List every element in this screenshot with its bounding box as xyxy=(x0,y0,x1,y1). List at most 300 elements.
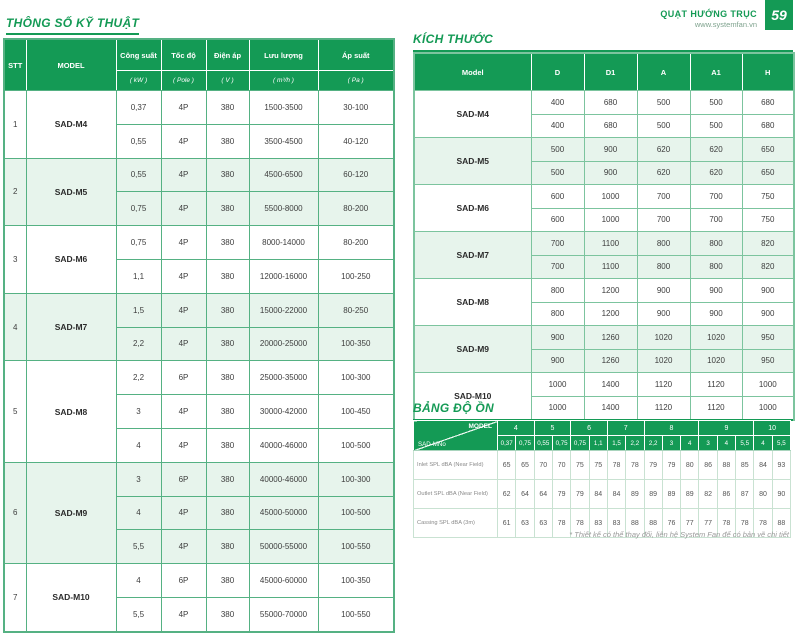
noise-model-group: 6 xyxy=(571,421,608,436)
specs-row xyxy=(4,158,394,192)
specs-value-cell: 100-550 xyxy=(318,530,394,564)
specs-row xyxy=(4,564,394,598)
specs-value-cell: 380 xyxy=(206,530,249,564)
dims-row xyxy=(414,279,794,303)
noise-value-cell: 84 xyxy=(607,480,625,509)
specs-value-cell: 12000-16000 xyxy=(249,259,318,293)
noise-model-group: 8 xyxy=(644,421,699,436)
noise-value-cell: 83 xyxy=(607,509,625,538)
noise-value-cell: 88 xyxy=(717,451,735,480)
noise-value-cell: 82 xyxy=(699,480,717,509)
specs-value-cell: 45000-50000 xyxy=(249,496,318,530)
noise-value-cell: 90 xyxy=(772,480,790,509)
specs-value-cell: 2,2 xyxy=(116,327,161,361)
corner-sadmno-label: SAD-MNo xyxy=(418,441,446,448)
specs-value-cell: 50000-55000 xyxy=(249,530,318,564)
dims-value-cell: 1200 xyxy=(584,279,637,303)
specs-row xyxy=(4,361,394,395)
noise-value-cell: 93 xyxy=(772,451,790,480)
dims-value-cell: 750 xyxy=(742,185,794,209)
corner-model-label: MODEL xyxy=(468,423,492,430)
dims-value-cell: 1020 xyxy=(637,349,690,373)
noise-value-cell: 87 xyxy=(736,480,754,509)
dims-value-cell: 1200 xyxy=(584,302,637,326)
dims-header-row xyxy=(414,53,794,91)
dims-value-cell: 650 xyxy=(742,138,794,162)
dims-value-cell: 1260 xyxy=(584,326,637,350)
dims-value-cell: 680 xyxy=(584,114,637,138)
specs-value-cell: 55000-70000 xyxy=(249,597,318,631)
noise-power-cell: 1,5 xyxy=(607,436,625,451)
noise-power-cell: 3 xyxy=(662,436,680,451)
dims-value-cell: 500 xyxy=(531,161,584,185)
noise-value-cell: 63 xyxy=(516,509,534,538)
specs-header-unit: ( m³/h ) xyxy=(249,71,318,91)
specs-value-cell: 380 xyxy=(206,226,249,260)
specs-value-cell: 60-120 xyxy=(318,158,394,192)
dims-value-cell: 620 xyxy=(637,161,690,185)
dims-header-cell: A1 xyxy=(690,53,742,91)
dims-value-cell: 900 xyxy=(690,279,742,303)
specs-value-cell: 5500-8000 xyxy=(249,192,318,226)
noise-row xyxy=(414,480,791,509)
noise-power-cell: 4 xyxy=(681,436,699,451)
specs-value-cell: 4P xyxy=(161,327,206,361)
specs-header-unit: ( Pa ) xyxy=(318,71,394,91)
noise-power-cell: 4 xyxy=(754,436,772,451)
dims-value-cell: 400 xyxy=(531,114,584,138)
specs-header-label: Công suất xyxy=(116,39,161,71)
dims-value-cell: 1000 xyxy=(584,185,637,209)
specs-value-cell: 100-250 xyxy=(318,259,394,293)
dims-model-cell: SAD-M5 xyxy=(414,138,531,185)
specs-value-cell: 0,75 xyxy=(116,192,161,226)
specs-value-cell: 80-200 xyxy=(318,192,394,226)
specs-value-cell: 0,75 xyxy=(116,226,161,260)
specs-value-cell: 4P xyxy=(161,530,206,564)
dims-value-cell: 900 xyxy=(742,302,794,326)
specs-value-cell: 5,5 xyxy=(116,597,161,631)
specs-value-cell: 380 xyxy=(206,158,249,192)
specs-value-cell: 6P xyxy=(161,462,206,496)
dims-value-cell: 700 xyxy=(637,208,690,232)
specs-value-cell: 6P xyxy=(161,361,206,395)
specs-value-cell: 100-300 xyxy=(318,462,394,496)
specs-value-cell: 80-200 xyxy=(318,226,394,260)
specs-header-label: Tốc độ xyxy=(161,39,206,71)
specs-value-cell: 4P xyxy=(161,395,206,429)
dims-value-cell: 1100 xyxy=(584,255,637,279)
dims-value-cell: 700 xyxy=(531,255,584,279)
noise-value-cell: 78 xyxy=(626,451,644,480)
dims-value-cell: 1400 xyxy=(584,373,637,397)
specs-stt-cell: 3 xyxy=(4,226,26,294)
specs-value-cell: 100-350 xyxy=(318,564,394,598)
noise-value-cell: 84 xyxy=(589,480,607,509)
specs-value-cell: 100-300 xyxy=(318,361,394,395)
specs-value-cell: 30000-42000 xyxy=(249,395,318,429)
specs-value-cell: 4500-6500 xyxy=(249,158,318,192)
dims-value-cell: 620 xyxy=(690,138,742,162)
dims-value-cell: 620 xyxy=(690,161,742,185)
noise-value-cell: 85 xyxy=(736,451,754,480)
noise-value-cell: 79 xyxy=(571,480,589,509)
specs-model-cell: SAD-M7 xyxy=(26,293,116,361)
specs-value-cell: 1500-3500 xyxy=(249,91,318,125)
dims-value-cell: 900 xyxy=(584,138,637,162)
dims-value-cell: 1000 xyxy=(531,373,584,397)
dimensions-table xyxy=(413,52,795,421)
specs-value-cell: 4 xyxy=(116,496,161,530)
specs-row xyxy=(4,91,394,125)
dims-value-cell: 900 xyxy=(584,161,637,185)
dims-row xyxy=(414,91,794,115)
specs-value-cell: 80-250 xyxy=(318,293,394,327)
noise-value-cell: 80 xyxy=(681,451,699,480)
noise-value-cell: 80 xyxy=(754,480,772,509)
dims-value-cell: 900 xyxy=(531,326,584,350)
noise-value-cell: 70 xyxy=(534,451,552,480)
specs-value-cell: 380 xyxy=(206,395,249,429)
noise-power-cell: 4 xyxy=(717,436,735,451)
website-url: www.systemfan.vn xyxy=(694,20,757,29)
specs-header-unit: ( V ) xyxy=(206,71,249,91)
dims-value-cell: 820 xyxy=(742,255,794,279)
category-title: QUẠT HƯỚNG TRỤC xyxy=(660,9,757,19)
dims-value-cell: 700 xyxy=(637,185,690,209)
specs-title-wrap xyxy=(6,14,139,35)
dims-row xyxy=(414,138,794,162)
dims-value-cell: 700 xyxy=(531,232,584,256)
noise-power-cell: 5,5 xyxy=(772,436,790,451)
specs-model-cell: SAD-M9 xyxy=(26,462,116,563)
specs-value-cell: 380 xyxy=(206,428,249,462)
design-footnote: * Thiết kế có thể thay đổi, liên hệ System Fan để có bản vẽ chi tiết xyxy=(569,530,789,539)
noise-title-rule xyxy=(413,399,793,421)
noise-value-cell: 64 xyxy=(516,480,534,509)
specs-value-cell: 4P xyxy=(161,293,206,327)
specs-value-cell: 45000-60000 xyxy=(249,564,318,598)
specs-header-model: MODEL xyxy=(26,39,116,91)
noise-value-cell: 79 xyxy=(552,480,570,509)
specs-model-cell: SAD-M6 xyxy=(26,226,116,294)
specs-value-cell: 4P xyxy=(161,158,206,192)
dims-header-cell: H xyxy=(742,53,794,91)
specs-value-cell: 1,5 xyxy=(116,293,161,327)
specs-value-cell: 4P xyxy=(161,124,206,158)
dims-value-cell: 800 xyxy=(637,255,690,279)
dims-model-cell: SAD-M9 xyxy=(414,326,531,373)
dims-value-cell: 700 xyxy=(690,208,742,232)
noise-power-cell: 0,75 xyxy=(552,436,570,451)
dims-value-cell: 800 xyxy=(531,302,584,326)
specs-stt-cell: 1 xyxy=(4,91,26,159)
dimensions-title: KÍCH THƯỚC xyxy=(413,32,494,46)
dims-value-cell: 900 xyxy=(531,349,584,373)
dims-value-cell: 1260 xyxy=(584,349,637,373)
noise-value-cell: 86 xyxy=(699,451,717,480)
specs-stt-cell: 6 xyxy=(4,462,26,563)
noise-value-cell: 78 xyxy=(552,509,570,538)
dims-value-cell: 1120 xyxy=(637,396,690,420)
noise-value-cell: 77 xyxy=(681,509,699,538)
specs-value-cell: 20000-25000 xyxy=(249,327,318,361)
dims-value-cell: 1020 xyxy=(690,326,742,350)
specs-value-cell: 380 xyxy=(206,192,249,226)
specs-header-unit: ( kW ) xyxy=(116,71,161,91)
page-number-badge xyxy=(765,0,793,30)
dims-value-cell: 1000 xyxy=(742,396,794,420)
dims-value-cell: 600 xyxy=(531,208,584,232)
specs-header-label: Áp suất xyxy=(318,39,394,71)
specs-value-cell: 3 xyxy=(116,395,161,429)
noise-value-cell: 77 xyxy=(699,509,717,538)
specs-value-cell: 8000-14000 xyxy=(249,226,318,260)
specs-header-label: Lưu lượng xyxy=(249,39,318,71)
specs-value-cell: 15000-22000 xyxy=(249,293,318,327)
dims-value-cell: 800 xyxy=(690,232,742,256)
noise-row-label: Cassing SPL dBA (3m) xyxy=(414,509,498,538)
noise-power-cell: 2,2 xyxy=(626,436,644,451)
noise-value-cell: 88 xyxy=(626,509,644,538)
specs-value-cell: 40-120 xyxy=(318,124,394,158)
specs-value-cell: 0,55 xyxy=(116,124,161,158)
specs-value-cell: 100-350 xyxy=(318,327,394,361)
page-number: 59 xyxy=(771,7,787,23)
noise-value-cell: 84 xyxy=(754,451,772,480)
specs-value-cell: 25000-35000 xyxy=(249,361,318,395)
dims-value-cell: 900 xyxy=(690,302,742,326)
specs-value-cell: 4P xyxy=(161,226,206,260)
specs-value-cell: 4P xyxy=(161,496,206,530)
specs-value-cell: 40000-46000 xyxy=(249,462,318,496)
noise-group-row xyxy=(414,421,791,436)
noise-model-group: 10 xyxy=(754,421,791,436)
noise-value-cell: 89 xyxy=(681,480,699,509)
specs-value-cell: 380 xyxy=(206,293,249,327)
noise-power-cell: 0,55 xyxy=(534,436,552,451)
noise-value-cell: 75 xyxy=(589,451,607,480)
noise-power-cell: 0,75 xyxy=(516,436,534,451)
noise-value-cell: 75 xyxy=(571,451,589,480)
noise-value-cell: 70 xyxy=(552,451,570,480)
noise-model-group: 7 xyxy=(607,421,644,436)
dims-value-cell: 680 xyxy=(742,114,794,138)
dims-value-cell: 500 xyxy=(637,91,690,115)
noise-value-cell: 78 xyxy=(754,509,772,538)
dims-value-cell: 500 xyxy=(690,91,742,115)
specs-value-cell: 100-550 xyxy=(318,597,394,631)
dims-value-cell: 1100 xyxy=(584,232,637,256)
dims-header-cell: A xyxy=(637,53,690,91)
specs-value-cell: 380 xyxy=(206,564,249,598)
specs-model-cell: SAD-M8 xyxy=(26,361,116,462)
noise-power-cell: 5,5 xyxy=(736,436,754,451)
specs-value-cell: 4P xyxy=(161,597,206,631)
noise-model-group: 9 xyxy=(699,421,754,436)
noise-value-cell: 79 xyxy=(644,451,662,480)
dims-header-cell: D1 xyxy=(584,53,637,91)
noise-value-cell: 78 xyxy=(717,509,735,538)
specs-value-cell: 4P xyxy=(161,91,206,125)
noise-power-cell: 1,1 xyxy=(589,436,607,451)
page-header xyxy=(660,9,757,29)
specs-row xyxy=(4,462,394,496)
dims-value-cell: 750 xyxy=(742,208,794,232)
noise-title: BẢNG ĐỘ ỒN xyxy=(413,401,494,415)
dims-header-cell: Model xyxy=(414,53,531,91)
dims-value-cell: 1120 xyxy=(690,396,742,420)
noise-row xyxy=(414,451,791,480)
dims-value-cell: 1020 xyxy=(637,326,690,350)
specs-value-cell: 3500-4500 xyxy=(249,124,318,158)
dims-value-cell: 1120 xyxy=(690,373,742,397)
dims-value-cell: 1000 xyxy=(584,208,637,232)
noise-model-group: 4 xyxy=(498,421,535,436)
noise-model-group: 5 xyxy=(534,421,571,436)
specs-value-cell: 6P xyxy=(161,564,206,598)
noise-table xyxy=(413,420,791,538)
specs-value-cell: 4P xyxy=(161,259,206,293)
specs-value-cell: 2,2 xyxy=(116,361,161,395)
dims-value-cell: 1000 xyxy=(531,396,584,420)
dims-model-cell: SAD-M6 xyxy=(414,185,531,232)
specs-header-row xyxy=(4,39,394,71)
noise-value-cell: 65 xyxy=(516,451,534,480)
dims-row xyxy=(414,185,794,209)
dims-row xyxy=(414,232,794,256)
noise-value-cell: 83 xyxy=(589,509,607,538)
noise-value-cell: 64 xyxy=(534,480,552,509)
specs-value-cell: 0,55 xyxy=(116,158,161,192)
specs-value-cell: 380 xyxy=(206,91,249,125)
specs-row xyxy=(4,293,394,327)
specs-row xyxy=(4,226,394,260)
noise-power-cell: 0,75 xyxy=(571,436,589,451)
specs-value-cell: 4 xyxy=(116,564,161,598)
dims-row xyxy=(414,326,794,350)
specs-value-cell: 380 xyxy=(206,361,249,395)
dims-value-cell: 400 xyxy=(531,91,584,115)
dims-value-cell: 500 xyxy=(690,114,742,138)
noise-value-cell: 65 xyxy=(498,451,516,480)
dims-value-cell: 900 xyxy=(637,279,690,303)
dims-value-cell: 600 xyxy=(531,185,584,209)
dimensions-title-rule xyxy=(413,30,793,52)
dims-row xyxy=(414,373,794,397)
specs-value-cell: 100-500 xyxy=(318,496,394,530)
dims-value-cell: 820 xyxy=(742,232,794,256)
dims-value-cell: 950 xyxy=(742,326,794,350)
dims-model-cell: SAD-M7 xyxy=(414,232,531,279)
specs-value-cell: 5,5 xyxy=(116,530,161,564)
specs-model-cell: SAD-M5 xyxy=(26,158,116,226)
dims-value-cell: 1400 xyxy=(584,396,637,420)
specs-value-cell: 100-500 xyxy=(318,428,394,462)
dims-value-cell: 1120 xyxy=(637,373,690,397)
noise-corner-cell xyxy=(414,421,498,451)
noise-row-label: Inlet SPL dBA (Near Field) xyxy=(414,451,498,480)
specs-value-cell: 380 xyxy=(206,597,249,631)
specs-stt-cell: 4 xyxy=(4,293,26,361)
noise-value-cell: 78 xyxy=(607,451,625,480)
noise-value-cell: 78 xyxy=(571,509,589,538)
specs-value-cell: 380 xyxy=(206,124,249,158)
specs-title: THÔNG SỐ KỸ THUẬT xyxy=(6,16,140,30)
dims-value-cell: 1000 xyxy=(742,373,794,397)
noise-value-cell: 89 xyxy=(662,480,680,509)
noise-value-cell: 89 xyxy=(644,480,662,509)
specs-header-stt: STT xyxy=(4,39,26,91)
specs-value-cell: 100-450 xyxy=(318,395,394,429)
specs-value-cell: 30-100 xyxy=(318,91,394,125)
noise-row-label: Outlet SPL dBA (Near Field) xyxy=(414,480,498,509)
specs-stt-cell: 7 xyxy=(4,564,26,632)
noise-power-cell: 0,37 xyxy=(498,436,516,451)
dims-value-cell: 800 xyxy=(531,279,584,303)
dims-header-cell: D xyxy=(531,53,584,91)
dims-model-cell: SAD-M4 xyxy=(414,91,531,138)
specs-stt-cell: 2 xyxy=(4,158,26,226)
dims-value-cell: 620 xyxy=(637,138,690,162)
noise-value-cell: 88 xyxy=(644,509,662,538)
noise-value-cell: 62 xyxy=(498,480,516,509)
specs-value-cell: 380 xyxy=(206,462,249,496)
noise-power-cell: 2,2 xyxy=(644,436,662,451)
noise-value-cell: 61 xyxy=(498,509,516,538)
dims-value-cell: 800 xyxy=(637,232,690,256)
dims-value-cell: 700 xyxy=(690,185,742,209)
noise-value-cell: 63 xyxy=(534,509,552,538)
specs-value-cell: 1,1 xyxy=(116,259,161,293)
dims-value-cell: 500 xyxy=(531,138,584,162)
specs-table xyxy=(3,38,395,633)
specs-value-cell: 4P xyxy=(161,428,206,462)
dims-value-cell: 950 xyxy=(742,349,794,373)
specs-header-unit: ( Pole ) xyxy=(161,71,206,91)
noise-value-cell: 89 xyxy=(626,480,644,509)
noise-value-cell: 88 xyxy=(772,509,790,538)
noise-power-cell: 3 xyxy=(699,436,717,451)
noise-value-cell: 78 xyxy=(736,509,754,538)
dims-value-cell: 500 xyxy=(637,114,690,138)
dims-value-cell: 800 xyxy=(690,255,742,279)
noise-value-cell: 79 xyxy=(662,451,680,480)
dims-value-cell: 680 xyxy=(742,91,794,115)
noise-value-cell: 86 xyxy=(717,480,735,509)
specs-header-label: Điện áp xyxy=(206,39,249,71)
specs-value-cell: 3 xyxy=(116,462,161,496)
specs-value-cell: 0,37 xyxy=(116,91,161,125)
dims-value-cell: 680 xyxy=(584,91,637,115)
specs-model-cell: SAD-M10 xyxy=(26,564,116,632)
dims-value-cell: 900 xyxy=(742,279,794,303)
dims-value-cell: 900 xyxy=(637,302,690,326)
specs-value-cell: 40000-46000 xyxy=(249,428,318,462)
specs-model-cell: SAD-M4 xyxy=(26,91,116,159)
specs-value-cell: 4P xyxy=(161,192,206,226)
dims-value-cell: 1020 xyxy=(690,349,742,373)
specs-value-cell: 380 xyxy=(206,496,249,530)
specs-stt-cell: 5 xyxy=(4,361,26,462)
specs-value-cell: 380 xyxy=(206,327,249,361)
dims-model-cell: SAD-M10 xyxy=(414,373,531,421)
specs-value-cell: 380 xyxy=(206,259,249,293)
noise-value-cell: 76 xyxy=(662,509,680,538)
specs-value-cell: 4 xyxy=(116,428,161,462)
dims-model-cell: SAD-M8 xyxy=(414,279,531,326)
dims-value-cell: 650 xyxy=(742,161,794,185)
